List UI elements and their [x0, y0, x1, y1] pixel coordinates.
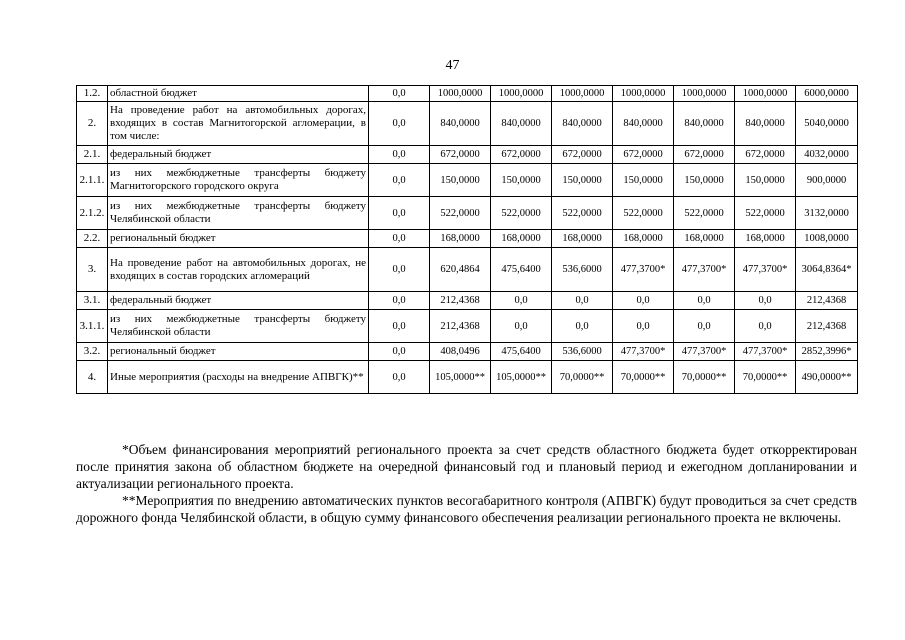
- value-cell: 4032,0000: [796, 146, 858, 164]
- value-cell: 0,0: [735, 310, 796, 343]
- value-cell: 0,0: [491, 292, 552, 310]
- value-cell: 522,0000: [613, 197, 674, 230]
- value-cell: 1000,0000: [613, 86, 674, 102]
- row-number: 3.2.: [77, 343, 108, 361]
- row-name: из них межбюджетные трансферты бюджету Магнитогорского городского округа: [108, 164, 369, 197]
- value-cell: 0,0: [674, 310, 735, 343]
- footnote-2: **Мероприятия по внедрению автоматических пунктов весогабаритного контроля (АПВГК) будут проводиться за счет средств дорожного фонда Челябинской области, в общую сумму финансового обеспечения реализации регионального проекта не включены.: [76, 493, 857, 525]
- budget-table: [76, 85, 858, 394]
- value-cell: 1000,0000: [735, 86, 796, 102]
- value-cell: 408,0496: [430, 343, 491, 361]
- footnote-1: *Объем финансирования мероприятий регионального проекта за счет средств областного бюджета будет откорректирован после принятия закона об областном бюджете на очередной финансовый год и плановый период и ежегодном допланировании и актуализации регионального проекта.: [76, 442, 857, 491]
- value-cell: 522,0000: [552, 197, 613, 230]
- value-cell: 70,0000**: [613, 361, 674, 394]
- value-cell: 620,4864: [430, 248, 491, 292]
- row-name: Иные мероприятия (расходы на внедрение АПВГК)**: [108, 361, 369, 394]
- row-number: 4.: [77, 361, 108, 394]
- value-cell: 0,0: [613, 292, 674, 310]
- value-cell: 475,6400: [491, 248, 552, 292]
- value-cell: 477,3700*: [674, 248, 735, 292]
- value-cell: 1000,0000: [430, 86, 491, 102]
- table-row: [77, 310, 858, 343]
- value-cell: 150,0000: [674, 164, 735, 197]
- value-cell: 105,0000**: [430, 361, 491, 394]
- value-cell: 168,0000: [552, 230, 613, 248]
- row-name: из них межбюджетные трансферты бюджету Челябинской области: [108, 197, 369, 230]
- value-cell: 0,0: [552, 310, 613, 343]
- value-cell: 477,3700*: [674, 343, 735, 361]
- value-cell: 0,0: [369, 361, 430, 394]
- table-row: [77, 361, 858, 394]
- row-name: из них межбюджетные трансферты бюджету Челябинской области: [108, 310, 369, 343]
- value-cell: 0,0: [369, 102, 430, 146]
- value-cell: 522,0000: [491, 197, 552, 230]
- value-cell: 840,0000: [552, 102, 613, 146]
- value-cell: 0,0: [552, 292, 613, 310]
- value-cell: 0,0: [491, 310, 552, 343]
- value-cell: 212,4368: [796, 292, 858, 310]
- value-cell: 150,0000: [491, 164, 552, 197]
- value-cell: 0,0: [613, 310, 674, 343]
- value-cell: 0,0: [369, 146, 430, 164]
- value-cell: 168,0000: [735, 230, 796, 248]
- table-row: [77, 197, 858, 230]
- value-cell: 2852,3996*: [796, 343, 858, 361]
- value-cell: 536,6000: [552, 343, 613, 361]
- value-cell: 1000,0000: [674, 86, 735, 102]
- value-cell: 0,0: [735, 292, 796, 310]
- value-cell: 0,0: [369, 248, 430, 292]
- value-cell: 3132,0000: [796, 197, 858, 230]
- value-cell: 0,0: [674, 292, 735, 310]
- table-row: [77, 292, 858, 310]
- table-row: [77, 146, 858, 164]
- row-number: 1.2.: [77, 86, 108, 102]
- value-cell: 168,0000: [491, 230, 552, 248]
- value-cell: 150,0000: [613, 164, 674, 197]
- value-cell: 477,3700*: [613, 248, 674, 292]
- value-cell: 672,0000: [491, 146, 552, 164]
- value-cell: 1008,0000: [796, 230, 858, 248]
- row-name: На проведение работ на автомобильных дорогах, не входящих в состав городских агломераций: [108, 248, 369, 292]
- value-cell: 212,4368: [796, 310, 858, 343]
- footnotes: [76, 441, 857, 526]
- value-cell: 0,0: [369, 343, 430, 361]
- value-cell: 477,3700*: [735, 343, 796, 361]
- value-cell: 1000,0000: [552, 86, 613, 102]
- value-cell: 0,0: [369, 310, 430, 343]
- value-cell: 672,0000: [613, 146, 674, 164]
- value-cell: 0,0: [369, 230, 430, 248]
- value-cell: 0,0: [369, 292, 430, 310]
- value-cell: 490,0000**: [796, 361, 858, 394]
- value-cell: 212,4368: [430, 292, 491, 310]
- value-cell: 5040,0000: [796, 102, 858, 146]
- value-cell: 475,6400: [491, 343, 552, 361]
- value-cell: 3064,8364*: [796, 248, 858, 292]
- value-cell: 900,0000: [796, 164, 858, 197]
- value-cell: 168,0000: [430, 230, 491, 248]
- row-name: областной бюджет: [108, 86, 369, 102]
- value-cell: 840,0000: [430, 102, 491, 146]
- value-cell: 477,3700*: [735, 248, 796, 292]
- row-number: 3.1.1.: [77, 310, 108, 343]
- value-cell: 150,0000: [430, 164, 491, 197]
- table-row: [77, 343, 858, 361]
- row-name: На проведение работ на автомобильных дорогах, входящих в состав Магнитогорской агломерации, в том числе:: [108, 102, 369, 146]
- row-number: 2.1.: [77, 146, 108, 164]
- value-cell: 522,0000: [674, 197, 735, 230]
- value-cell: 840,0000: [674, 102, 735, 146]
- value-cell: 536,6000: [552, 248, 613, 292]
- value-cell: 0,0: [369, 164, 430, 197]
- value-cell: 6000,0000: [796, 86, 858, 102]
- table-row: [77, 230, 858, 248]
- value-cell: 672,0000: [735, 146, 796, 164]
- value-cell: 70,0000**: [674, 361, 735, 394]
- table-row: [77, 86, 858, 102]
- value-cell: 672,0000: [430, 146, 491, 164]
- value-cell: 150,0000: [735, 164, 796, 197]
- row-name: федеральный бюджет: [108, 292, 369, 310]
- value-cell: 477,3700*: [613, 343, 674, 361]
- value-cell: 840,0000: [491, 102, 552, 146]
- table-row: [77, 164, 858, 197]
- value-cell: 672,0000: [674, 146, 735, 164]
- table-row: [77, 248, 858, 292]
- value-cell: 0,0: [369, 197, 430, 230]
- value-cell: 212,4368: [430, 310, 491, 343]
- page-number: 47: [445, 58, 460, 73]
- value-cell: 70,0000**: [552, 361, 613, 394]
- row-number: 2.2.: [77, 230, 108, 248]
- value-cell: 522,0000: [430, 197, 491, 230]
- value-cell: 70,0000**: [735, 361, 796, 394]
- value-cell: 0,0: [369, 86, 430, 102]
- value-cell: 150,0000: [552, 164, 613, 197]
- value-cell: 522,0000: [735, 197, 796, 230]
- row-name: региональный бюджет: [108, 230, 369, 248]
- row-number: 2.: [77, 102, 108, 146]
- row-number: 2.1.2.: [77, 197, 108, 230]
- value-cell: 672,0000: [552, 146, 613, 164]
- row-number: 3.1.: [77, 292, 108, 310]
- value-cell: 168,0000: [613, 230, 674, 248]
- value-cell: 168,0000: [674, 230, 735, 248]
- row-number: 3.: [77, 248, 108, 292]
- value-cell: 105,0000**: [491, 361, 552, 394]
- table-row: [77, 102, 858, 146]
- value-cell: 840,0000: [613, 102, 674, 146]
- value-cell: 840,0000: [735, 102, 796, 146]
- row-name: федеральный бюджет: [108, 146, 369, 164]
- value-cell: 1000,0000: [491, 86, 552, 102]
- row-number: 2.1.1.: [77, 164, 108, 197]
- row-name: региональный бюджет: [108, 343, 369, 361]
